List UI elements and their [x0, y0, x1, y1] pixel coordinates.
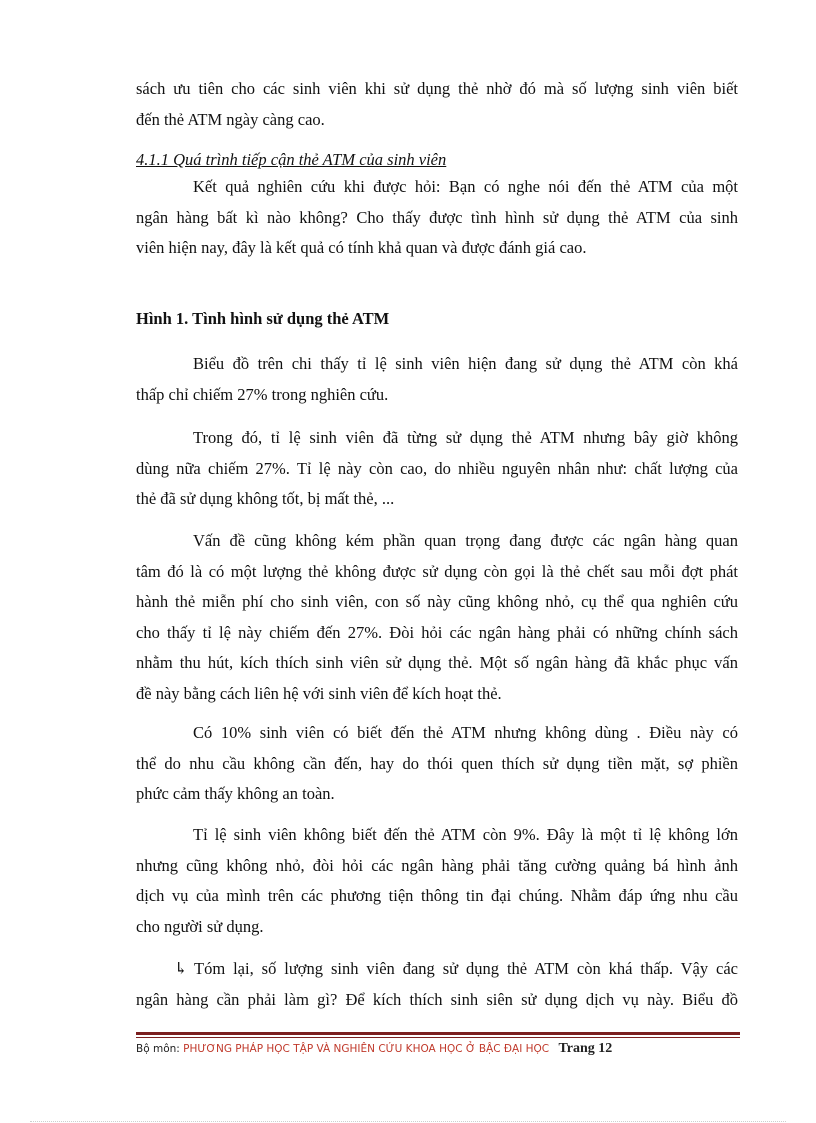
- text-line: nhằm thu hút, kích thích sinh viên sử dụng thẻ. Một số ngân hàng đã khắc phục vấn: [136, 653, 738, 672]
- text-line: Biểu đồ trên chi thấy tỉ lệ sinh viên hiện đang sử dụng thẻ ATM còn khá: [193, 354, 738, 373]
- text-line: Tỉ lệ sinh viên không biết đến thẻ ATM còn 9%. Đây là một tỉ lệ không lớn: [193, 825, 738, 844]
- paragraph-former-users: [136, 423, 738, 515]
- paragraph-unaware: [136, 820, 738, 942]
- footer-rule: [136, 1032, 740, 1035]
- text-line: hành thẻ miễn phí cho sinh viên, con số này cũng không nhỏ, cụ thể qua nghiên cứu: [136, 592, 738, 611]
- text-line: Trong đó, tỉ lệ sinh viên đã từng sử dụng thẻ ATM nhưng bây giờ không: [193, 428, 738, 447]
- text-line: ngân hàng bất kì nào không? Cho thấy được tình hình sử dụng thẻ ATM của sinh: [136, 207, 738, 227]
- text-line: ngân hàng cần phải làm gì? Để kích thích sinh siên sử dụng dịch vụ này. Biểu đồ: [136, 989, 738, 1009]
- paragraph-survey-result: [136, 172, 738, 264]
- text-line: thẻ đã sử dụng không tốt, bị mất thẻ, ...: [136, 489, 395, 508]
- text-line: thấp chỉ chiếm 27% trong nghiên cứu.: [136, 384, 389, 404]
- page-footer: [136, 1041, 740, 1057]
- arrow-bullet-icon: ↳: [174, 959, 188, 978]
- footer-prefix: Bộ môn:: [136, 1043, 180, 1055]
- text-line-content: Tóm lại, số lượng sinh viên đang sử dụng thẻ ATM còn khá thấp. Vậy các: [194, 959, 738, 978]
- text-line: cho người sử dụng.: [136, 916, 264, 936]
- footer-subject: PHƯƠNG PHÁP HỌC TẬP VÀ NGHIÊN CỨU KHOA HỌC Ở BẬC ĐẠI HỌC: [183, 1043, 550, 1055]
- text-line: viên hiện nay, đây là kết quả có tính khả quan và được đánh giá cao.: [136, 238, 587, 257]
- text-line: Vấn đề cũng không kém phần quan trọng đang được các ngân hàng quan: [193, 531, 738, 550]
- text-line: đến thẻ ATM ngày càng cao.: [136, 109, 325, 129]
- text-line: tâm đó là có một lượng thẻ không được sử dụng còn gọi là thẻ chết sau mỗi đợt phát: [136, 561, 738, 581]
- figure-title: Hình 1. Tình hình sử dụng thẻ ATM: [136, 309, 390, 328]
- paragraph-intro: [136, 74, 738, 135]
- text-line: thể do nhu cầu không cần đến, hay do thói quen thích sử dụng tiền mặt, sợ phiền: [136, 753, 738, 773]
- text-line: [136, 954, 738, 985]
- text-line: cho thấy tỉ lệ này chiếm đến 27%. Đòi hỏi các ngân hàng phải có những chính sách: [136, 622, 738, 642]
- paragraph-summary: [136, 954, 738, 1015]
- paragraph-usage-rate: [136, 349, 738, 410]
- paragraph-aware-not-using: [136, 718, 738, 810]
- footer-rule-thin: [136, 1037, 740, 1038]
- text-line: đề này bằng cách liên hệ với sinh viên để kích hoạt thẻ.: [136, 683, 502, 703]
- text-line: nhưng cũng không nhỏ, đòi hỏi các ngân hàng phải tăng cường quảng bá hình ảnh: [136, 855, 738, 875]
- text-line: phức cảm thấy không an toàn.: [136, 784, 335, 803]
- text-line: Có 10% sinh viên có biết đến thẻ ATM nhưng không dùng . Điều này có: [193, 723, 738, 742]
- paragraph-dead-cards: [136, 526, 738, 709]
- text-line: dịch vụ của mình trên các phương tiện thông tin đại chúng. Nhằm đáp ứng nhu cầu: [136, 886, 738, 905]
- page-number: Trang 12: [558, 1041, 613, 1056]
- page-bottom-border: [30, 1121, 786, 1122]
- section-heading: 4.1.1 Quá trình tiếp cận thẻ ATM của sinh viên: [136, 150, 447, 169]
- text-line: Kết quả nghiên cứu khi được hỏi: Bạn có nghe nói đến thẻ ATM của một: [193, 177, 738, 196]
- text-line: sách ưu tiên cho các sinh viên khi sử dụng thẻ nhờ đó mà số lượng sinh viên biết: [136, 79, 738, 98]
- text-line: dùng nữa chiếm 27%. Tỉ lệ này còn cao, do nhiều nguyên nhân như: chất lượng của: [136, 458, 738, 478]
